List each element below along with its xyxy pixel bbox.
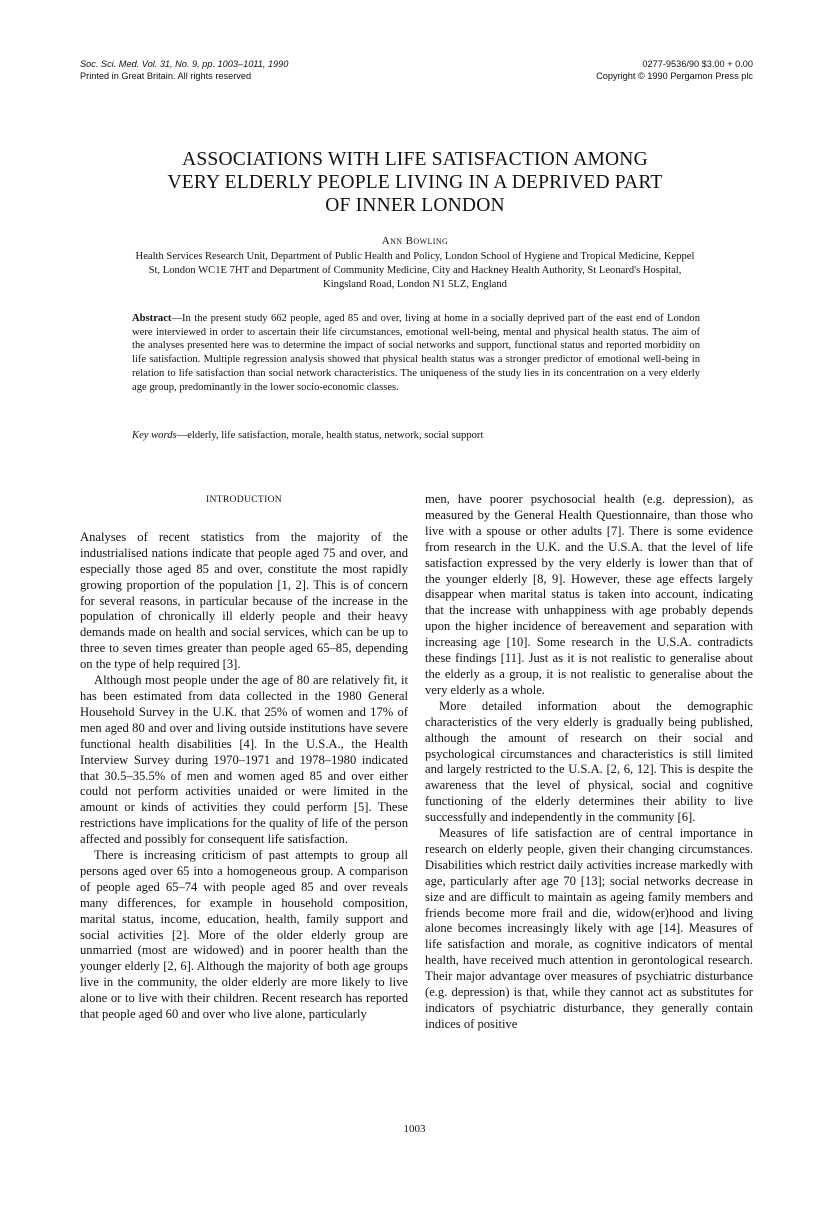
title-line-3: OF INNER LONDON: [325, 195, 505, 216]
keywords-text: —elderly, life satisfaction, morale, health status, network, social support: [176, 430, 484, 441]
left-column: [80, 492, 408, 1023]
page-number: 1003: [403, 1123, 426, 1135]
abstract-text: —In the present study 662 people, aged 85 and over, living at home in a socially deprived part of the east end of London were interviewed in order to ascertain their life circumstances, emotional well-being, mental and physical health status. The aim of the analyses presented here was to determine the impact of social networks and support, functional status and reported morbidity on life satisfaction. Multiple regression analysis showed that physical health status was a stronger predictor of emotional well-being in relation to life satisfaction than social network characteristics. The uniqueness of the study lies in its concentration on a very elderly age group, predominantly in the lower socio-economic classes.: [132, 313, 700, 393]
issn-line: 0277-9536/90 $3.00 + 0.00: [642, 59, 753, 69]
author-name: Ann Bowling: [381, 235, 449, 247]
abstract-label: Abstract: [132, 313, 172, 324]
journal-line: Soc. Sci. Med. Vol. 31, No. 9, pp. 1003–1011, 1990: [80, 59, 289, 69]
keywords: [132, 429, 700, 443]
title-line-1: ASSOCIATIONS WITH LIFE SATISFACTION AMONG: [182, 149, 648, 170]
abstract: [132, 312, 700, 394]
article-title: [80, 148, 750, 217]
paragraph: Measures of life satisfaction are of central importance in research on elderly people, given their changing circumstances. Disabilities which restrict daily activities increase markedly with age, particularly after age 70 [13]; social networks decrease in size and are difficult to maintain as ageing family members and friends become more frail and die, widow(er)hood and living alone becomes increasingly likely with age [14]. Measures of life satisfaction and morale, as cognitive indicators of mental health, have received much attention in gerontological research. Their major advantage over measures of psychiatric disturbance (e.g. depression) is that, while they cannot act as substitutes for indicators of psychiatric disturbance, they generally contain indices of positive: [425, 826, 753, 1031]
affiliation: Health Services Research Unit, Department of Public Health and Policy, London School of Hygiene and Tropical Medicine, Keppel St, London WC1E 7HT and Department of Community Medicine, City and Hackney Health Authority, St Leonard's Hospital, Kingsland Road, London N1 5LZ, England: [135, 251, 695, 290]
paragraph: men, have poorer psychosocial health (e.g. depression), as measured by the General Health Questionnaire, than those who live with a spouse or other adults [7]. There is some evidence from research in the U.K. and the U.S.A. that the level of life satisfaction expressed by the very elderly is lower than that of the younger elderly [8, 9]. However, these age effects largely disappear when marital status is taken into account, indicating that the increase with unhappiness with age probably depends upon the higher incidence of bereavement and separation with increasing age [10]. Some research in the U.S.A. contradicts these findings [11]. Just as it is not realistic to generalise about the elderly as a group, it is not realistic to generalise about the very elderly as a whole.: [425, 492, 753, 697]
paragraph: Analyses of recent statistics from the majority of the industrialised nations indicate that people aged 75 and over, and especially those aged 85 and over, constitute the most rapidly growing proportion of the population [1, 2]. This is of concern for several reasons, in particular because of the increase in the population of chronically ill elderly people and their heavy demands made on health and social services, which can be up to three to seven times greater than people aged 65–85, depending on the type of help required [3].: [80, 529, 408, 672]
copyright-block: [596, 58, 753, 82]
title-line-2: VERY ELDERLY PEOPLE LIVING IN A DEPRIVED PART: [167, 172, 663, 193]
journal-citation: [80, 58, 288, 82]
paragraph: There is increasing criticism of past attempts to group all persons aged over 65 into a homogeneous group. A comparison of people aged 65–74 with people aged 85 and over reveals many differences, for example in household composition, marital status, income, education, health, family support and social activities [2]. More of the older elderly group are unmarried (most are widowed) and in poorer health than the younger elderly [2, 6]. Although the majority of both age groups live in the community, the older elderly are more likely to live alone or to live with their children. Recent research has reported that people aged 60 and over who live alone, particularly: [80, 848, 408, 1022]
paragraph: Although most people under the age of 80 are relatively fit, it has been estimated from data collected in the 1980 General Household Survey in the U.K. that 25% of women and 17% of men aged 80 and over and living outside institutions have severe functional health disabilities [4]. In the U.S.A., the Health Interview Survey during 1970–1971 and 1978–1980 indicated that 30.5–35.5% of men and women aged 85 and over either could not perform activities unaided or were limited in the amount or kinds of activities they could perform [5]. These restrictions have implications for the quality of life of the person affected and possibly for consequent life satisfaction.: [80, 673, 408, 847]
keywords-label: Key words: [132, 430, 177, 441]
section-heading-introduction: INTRODUCTION: [205, 494, 283, 505]
copyright-line: Copyright © 1990 Pergamon Press plc: [596, 71, 753, 81]
right-column: [425, 492, 753, 1033]
printed-line: Printed in Great Britain. All rights reserved: [80, 71, 252, 81]
paragraph: More detailed information about the demographic characteristics of the very elderly is gradually being published, although the amount of research on their social and psychological circumstances and characteristics is still limited and largely restricted to the U.S.A. [2, 6, 12]. This is despite the awareness that the level of physical, social and cognitive functioning of the elderly determines their ability to live successfully and independently in the community [6].: [425, 698, 753, 825]
